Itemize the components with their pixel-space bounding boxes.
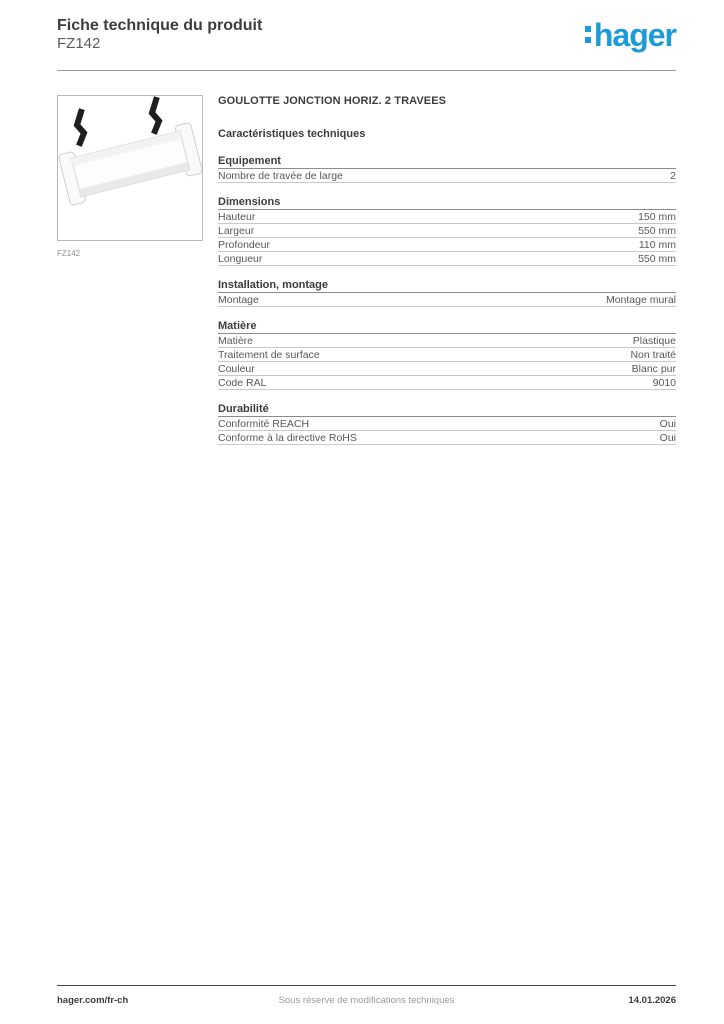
section-title: Durabilité [218,404,676,417]
row-value: Oui [659,418,676,430]
trunking-product-image [58,96,202,240]
row-value: 2 [670,170,676,182]
section-title: Dimensions [218,197,676,210]
footer-website-link[interactable]: hager.com/fr-ch [57,995,129,1006]
row-value: Non traité [630,349,676,361]
row-value: 150 mm [638,211,676,223]
row-label: Longueur [218,253,263,265]
table-row [218,431,676,445]
section-installation [218,280,676,307]
row-value: Oui [659,432,676,444]
row-value: 9010 [652,377,676,389]
content-area [57,95,676,459]
row-value: 550 mm [638,225,676,237]
row-value: Plastique [632,335,676,347]
section-matiere [218,321,676,390]
row-label: Conforme à la directive RoHS [218,432,357,444]
row-label: Traitement de surface [218,349,320,361]
row-value: 550 mm [638,253,676,265]
photo-caption: FZ142 [57,249,81,258]
bracket-left-icon [77,112,84,143]
row-value: Blanc pur [631,363,676,375]
page-title: Fiche technique du produit [57,17,263,34]
table-row [218,210,676,224]
table-row [218,238,676,252]
table-row [218,417,676,431]
header-titles [57,16,262,53]
row-label: Matière [218,335,254,347]
table-row [218,376,676,390]
footer-date: 14.01.2026 [628,995,676,1006]
table-row [218,334,676,348]
footer-disclaimer: Sous réserve de modifications techniques [278,995,455,1006]
page-footer [57,985,676,1006]
product-title: GOULOTTE JONCTION HORIZ. 2 TRAVEES [218,95,447,107]
table-row [218,348,676,362]
section-title: Matière [218,321,676,334]
section-durabilite [218,404,676,445]
row-label: Nombre de travée de large [218,170,343,182]
trunking-body [58,122,202,205]
row-label: Code RAL [218,377,267,389]
table-row [218,224,676,238]
row-label: Profondeur [218,239,270,251]
row-label: Conformité REACH [218,418,310,430]
spec-table [218,95,676,459]
hager-logo [585,17,676,53]
product-reference: FZ142 [57,35,101,52]
page-header [57,16,676,53]
bracket-right-icon [152,100,159,131]
characteristics-heading: Caractéristiques techniques [218,128,366,140]
row-value: 110 mm [638,239,676,251]
table-row [218,293,676,307]
row-label: Montage [218,294,259,306]
header-divider [57,70,676,71]
section-title: Installation, montage [218,280,676,293]
section-equipement [218,156,676,183]
product-photo [57,95,203,241]
row-label: Couleur [218,363,255,375]
hager-logo-colon-icon [585,26,591,43]
row-label: Largeur [218,225,255,237]
row-value: Montage mural [605,294,676,306]
row-label: Hauteur [218,211,256,223]
photo-column [57,95,203,459]
table-row [218,169,676,183]
section-dimensions [218,197,676,266]
table-row [218,252,676,266]
section-title: Equipement [218,156,676,169]
hager-logo-text: hager [593,17,676,53]
table-row [218,362,676,376]
